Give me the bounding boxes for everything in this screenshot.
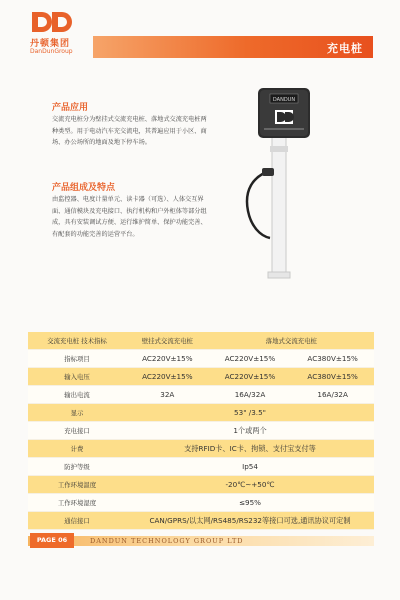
row-key: 通信接口 <box>28 512 126 530</box>
row-key: 输出电流 <box>28 386 126 404</box>
row-value: AC220V±15% <box>209 368 292 386</box>
charger-illustration <box>242 86 332 286</box>
table-header-wall: 壁挂式交流充电桩 <box>126 332 209 350</box>
footer-company-name: DANDUN TECHNOLOGY GROUP LTD <box>90 537 244 545</box>
row-value: 32A <box>126 386 209 404</box>
table-row <box>28 476 374 494</box>
charger-display-label: DANDUN <box>272 97 296 103</box>
table-row <box>28 422 374 440</box>
row-value: 16A/32A <box>209 386 292 404</box>
brand-name-en: DanDunGroup <box>30 48 73 55</box>
row-key: 防护等级 <box>28 458 126 476</box>
row-value: AC220V±15% <box>126 368 209 386</box>
row-key: 指标项目 <box>28 350 126 368</box>
row-value: 53" /3.5" <box>126 404 374 422</box>
table-row <box>28 350 374 368</box>
row-key: 计费 <box>28 440 126 458</box>
row-key: 充电接口 <box>28 422 126 440</box>
row-value: 16A/32A <box>291 386 374 404</box>
row-key: 工作环境温度 <box>28 476 126 494</box>
table-row <box>28 404 374 422</box>
header-bar <box>93 36 373 58</box>
row-value: 1个或两个 <box>126 422 374 440</box>
row-key: 工作环境湿度 <box>28 494 126 512</box>
brand-logo <box>30 10 90 60</box>
brand-name-cn: 丹顿集团 <box>30 39 71 49</box>
row-value: ≤95% <box>126 494 374 512</box>
composition-text: 由监控器、电度计量单元、读卡器（可选）、人体交互界面、通信模块及充电接口、执行机构和户外柜体等部分组成，具有安装调试方便、运行维护简单、保护功能完善、有配套的功能完善的运营平台。 <box>52 196 207 238</box>
table-row <box>28 386 374 404</box>
table-row <box>28 512 374 530</box>
spec-table <box>28 332 374 530</box>
table-row <box>28 440 374 458</box>
page-title: 充电桩 <box>327 42 363 55</box>
composition-title: 产品组成及特点 <box>52 183 116 193</box>
row-value: -20℃~+50℃ <box>126 476 374 494</box>
row-value: AC220V±15% <box>209 350 292 368</box>
table-row <box>28 494 374 512</box>
row-value: AC380V±15% <box>291 350 374 368</box>
table-row <box>28 368 374 386</box>
row-value: 支持RFID卡、IC卡、拘锁、支付宝支付等 <box>126 440 374 458</box>
application-text: 交流充电桩分为壁挂式交流充电桩、落地式交流充电桩两种类型。用于电动汽车充交流电，其普遍应用于小区、商场、办公场所的地面及地下停车场。 <box>52 116 207 146</box>
row-value: Ip54 <box>126 458 374 476</box>
dd-logo-icon <box>30 10 74 34</box>
table-row <box>28 458 374 476</box>
table-header-floor: 落地式交流充电桩 <box>209 332 374 350</box>
row-value: CAN/GPRS/以太网/RS485/RS232等接口可选,通讯协议可定制 <box>126 512 374 530</box>
table-header-key: 交流充电桩 技术指标 <box>28 332 126 350</box>
row-value: AC220V±15% <box>126 350 209 368</box>
row-value: AC380V±15% <box>291 368 374 386</box>
application-title: 产品应用 <box>52 103 89 113</box>
table-header-row <box>28 332 374 350</box>
row-key: 显示 <box>28 404 126 422</box>
page-number-badge: PAGE 06 <box>30 533 74 548</box>
row-key: 输入电压 <box>28 368 126 386</box>
